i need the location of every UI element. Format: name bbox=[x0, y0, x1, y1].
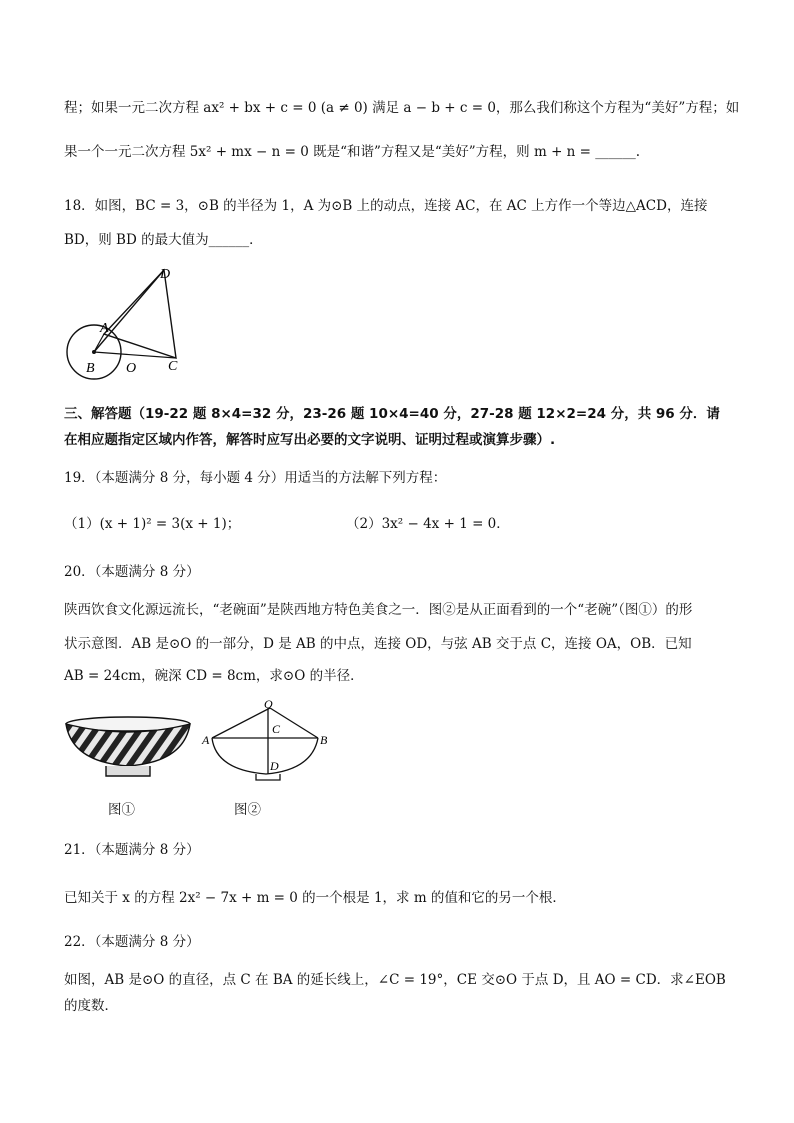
p20-line3: AB = 24cm，碗深 CD = 8cm，求⊙O 的半径． bbox=[64, 668, 364, 684]
point-b bbox=[92, 350, 96, 354]
arc-ab bbox=[212, 738, 318, 774]
p18-line1: 18．如图，BC = 3，⊙B 的半径为 1，A 为⊙B 上的动点，连接 AC，在 AC 上方作一个等边△ACD，连接 bbox=[64, 198, 708, 214]
bowl-foot bbox=[106, 766, 150, 776]
label-b2: B bbox=[320, 733, 328, 747]
p21-line1: 已知关于 x 的方程 2x² − 7x + m = 0 的一个根是 1，求 m 的值和它的另一个根． bbox=[64, 890, 566, 906]
label-a: A bbox=[100, 321, 109, 336]
label-a2: A bbox=[202, 733, 210, 747]
bowl-diagram bbox=[200, 698, 340, 790]
p22-line1: 如图，AB 是⊙O 的直径，点 C 在 BA 的延长线上，∠C = 19°，CE 交⊙O 于点 D，且 AO = CD．求∠EOB bbox=[64, 972, 726, 988]
p18-line2: BD，则 BD 的最大值为______． bbox=[64, 232, 263, 248]
p20-line1: 陕西饮食文化源远流长，“老碗面”是陕西地方特色美食之一．图②是从正面看到的一个“老碗”（图①）的形 bbox=[64, 602, 693, 618]
label-c: C bbox=[168, 359, 178, 374]
p18-figure bbox=[60, 262, 200, 382]
segment-oa bbox=[212, 708, 270, 738]
label-d: D bbox=[160, 267, 171, 282]
segment-bd bbox=[94, 270, 164, 352]
p20-header: 20．（本题满分 8 分） bbox=[64, 564, 200, 580]
p17-line2: 果一个一元二次方程 5x² + mx − n = 0 既是“和谐”方程又是“美好”方程，则 m + n = ______. bbox=[64, 144, 641, 160]
p20-line2: 状示意图．AB 是⊙O 的一部分，D 是 AB 的中点，连接 OD，与弦 AB 交于点 C，连接 OA，OB．已知 bbox=[64, 636, 692, 652]
label-b: B bbox=[86, 361, 95, 376]
segment-bc bbox=[94, 352, 176, 358]
p22-header: 22．（本题满分 8 分） bbox=[64, 934, 200, 950]
section3-line1: 三、解答题（19-22 题 8×4=32 分，23-26 题 10×4=40 分，27-28 题 12×2=24 分，共 96 分．请 bbox=[64, 406, 720, 422]
p19-sub2: （2）3x² − 4x + 1 = 0． bbox=[346, 516, 510, 532]
p19-header: 19．（本题满分 8 分，每小题 4 分）用适当的方法解下列方程： bbox=[64, 470, 447, 486]
label-o: O bbox=[126, 361, 137, 376]
fig1-caption: 图① bbox=[108, 802, 135, 818]
triangle-acd bbox=[104, 270, 176, 358]
bowl-figure bbox=[62, 710, 198, 786]
label-o2: O bbox=[264, 698, 273, 711]
p19-sub1: （1）(x + 1)² = 3(x + 1)； bbox=[64, 516, 241, 532]
fig2-caption: 图② bbox=[234, 802, 261, 818]
p22-line2: 的度数． bbox=[64, 998, 118, 1014]
p17-line1: 程；如果一元二次方程 ax² + bx + c = 0 (a ≠ 0) 满足 a − b + c = 0，那么我们称这个方程为“美好”方程；如 bbox=[64, 100, 740, 116]
label-d2: D bbox=[270, 759, 279, 773]
label-c2: C bbox=[272, 722, 281, 736]
bowl-foot-outline bbox=[256, 774, 280, 780]
section3-line2: 在相应题指定区域内作答，解答时应写出必要的文字说明、证明过程或演算步骤）. bbox=[64, 432, 556, 448]
p21-header: 21．（本题满分 8 分） bbox=[64, 842, 200, 858]
